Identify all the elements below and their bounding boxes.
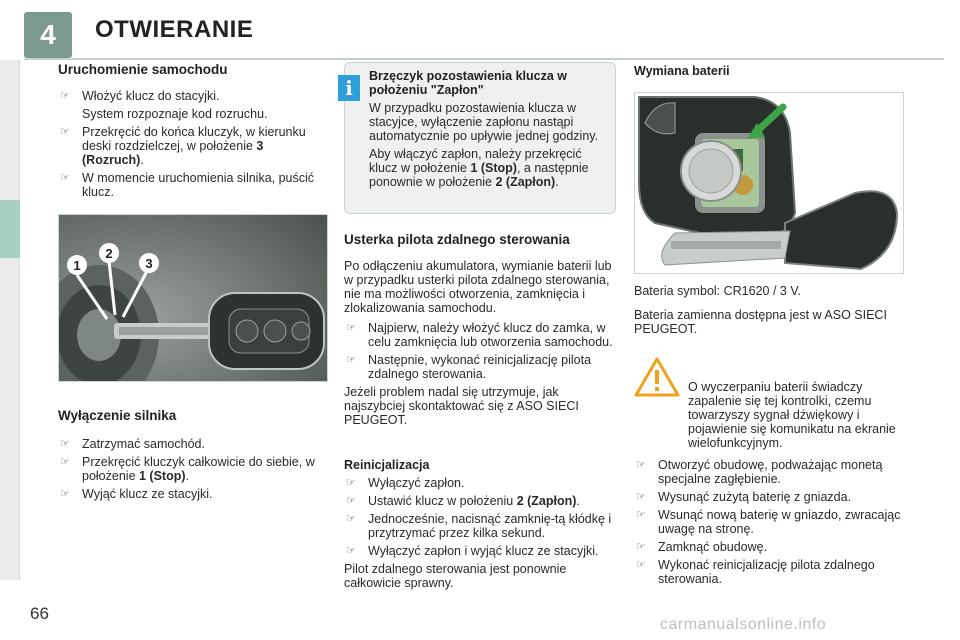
- section-remote-failure: [344, 232, 616, 427]
- section-heading: Usterka pilota zdalnego sterowania: [344, 232, 570, 247]
- step-item: ☞ Jednocześnie, nacisnąć zamknię-tą kłódkę i przytrzymać przez kilka sekund.: [344, 512, 616, 540]
- step-item: ☞ Wyłączyć zapłon i wyjąć klucz ze stacyjki.: [344, 544, 616, 558]
- chapter-title: OTWIERANIE: [95, 16, 254, 43]
- section-heading: Reinicjalizacja: [344, 458, 430, 472]
- position-label-2: 2: [105, 246, 113, 261]
- section-battery-replacement: [634, 64, 906, 78]
- step-item: ☞ Wsunąć nową baterię w gniazdo, zwracając uwagę na stronę.: [634, 508, 906, 536]
- section-stop-engine: [58, 408, 328, 505]
- page-number: 66: [30, 604, 49, 623]
- ignition-key-icon: [59, 215, 328, 382]
- header-rule: [24, 58, 944, 60]
- position-label-3: 3: [145, 256, 153, 271]
- remote-battery-illustration: [634, 92, 904, 274]
- step-item: ☞ Przekręcić kluczyk całkowicie do siebie, w położenie 1 (Stop).: [58, 455, 328, 483]
- battery-warning-text: O wyczerpaniu baterii świadczy zapalenie się tej kontrolki, czemu towarzyszy sygnał dźwiękowy i pojawienie się komunikatu na ekranie wielofunkcyjnym.: [688, 380, 896, 450]
- section-heading: Wyłączenie silnika: [58, 408, 177, 423]
- step-list: [344, 476, 616, 558]
- position-label-1: 1: [73, 258, 81, 273]
- step-list: [634, 458, 906, 586]
- section-reinitialization: [344, 458, 616, 590]
- side-navigation: [0, 0, 20, 640]
- step-item: ☞ W momencie uruchomienia silnika, puścić klucz.: [58, 171, 328, 199]
- step-item: ☞ Następnie, wykonać reinicjalizację pilota zdalnego sterowania.: [344, 353, 616, 381]
- battery-steps: [634, 458, 906, 590]
- step-item: ☞ Wysunąć zużytą baterię z gniazda.: [634, 490, 906, 504]
- chapter-number: 4: [24, 12, 72, 58]
- step-list: [344, 321, 616, 381]
- watermark: carmanualsonline.info: [660, 616, 827, 633]
- step-item: ☞ Przekręcić do końca kluczyk, w kierunku deski rozdzielczej, w położenie 3 (Rozruch).: [58, 125, 328, 167]
- step-item: ☞ Najpierw, należy włożyć klucz do zamka, w celu zamknięcia lub otworzenia samochodu.: [344, 321, 616, 349]
- step-item: ☞ Zatrzymać samochód.: [58, 437, 328, 451]
- section-heading: Wymiana baterii: [634, 64, 730, 78]
- step-item: ☞ Wyjąć klucz ze stacyjki.: [58, 487, 328, 501]
- info-box-paragraph: Aby włączyć zapłon, należy przekręcić klucz w położenie 1 (Stop), a następnie ponownie w położenie 2 (Zapłon).: [369, 147, 589, 189]
- step-item: ☞ Ustawić klucz w położeniu 2 (Zapłon).: [344, 494, 616, 508]
- step-list: [58, 437, 328, 501]
- ignition-key-illustration: [58, 214, 328, 382]
- section-intro: Po odłączeniu akumulatora, wymianie baterii lub w przypadku usterki pilota zdalnego sterowania, nie ma możliwości otworzenia, zamknięcia i zlokalizowania samochodu.: [344, 259, 612, 315]
- section-heading: Uruchomienie samochodu: [58, 62, 228, 77]
- step-item: ☞ Wyłączyć zapłon.: [344, 476, 616, 490]
- info-box-title: Brzęczyk pozostawienia klucza w położeniu "Zapłon": [369, 69, 567, 97]
- step-note: System rozpoznaje kod rozruchu.: [82, 107, 268, 121]
- section-start-engine: [58, 62, 328, 203]
- sidebar-strip: [0, 60, 20, 580]
- battery-info: [634, 284, 906, 336]
- info-box-paragraph: W przypadku pozostawienia klucza w stacyjce, wyłączenie zapłonu nastąpi automatycznie po upływie jednej godziny.: [369, 101, 599, 143]
- step-item: ☞ Wykonać reinicjalizację pilota zdalnego sterowania.: [634, 558, 906, 586]
- battery-symbol: Bateria symbol: CR1620 / 3 V.: [634, 284, 801, 298]
- section-outro: Pilot zdalnego sterowania jest ponownie całkowicie sprawny.: [344, 562, 567, 590]
- section-outro: Jeżeli problem nadal się utrzymuje, jak najszybciej skontaktować się z ASO SIECI PEUGEOT.: [344, 385, 579, 427]
- step-item: ☞ Włożyć klucz do stacyjki.: [58, 89, 328, 103]
- info-icon: i: [338, 75, 360, 101]
- step-item: ☞ Zamknąć obudowę.: [634, 540, 906, 554]
- step-list: [58, 89, 328, 199]
- step-item: ☞ Otworzyć obudowę, podważając monetą specjalne zagłębienie.: [634, 458, 906, 486]
- remote-key-icon: [635, 93, 904, 274]
- battery-availability: Bateria zamienna dostępna jest w ASO SIECI PEUGEOT.: [634, 308, 887, 336]
- warning-triangle-icon: [634, 356, 680, 398]
- sidebar-tab-chapter-4[interactable]: [0, 200, 20, 258]
- info-box-key-buzzer: [344, 62, 616, 214]
